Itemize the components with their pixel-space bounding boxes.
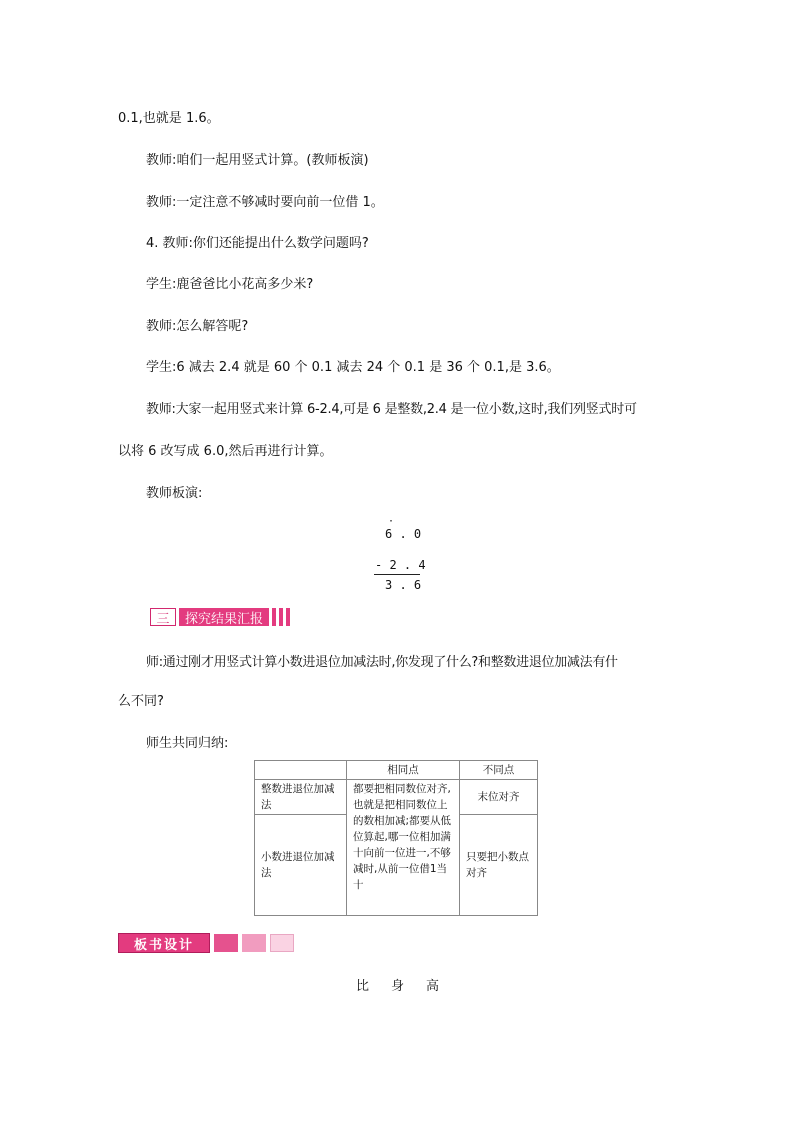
paragraph: 师生共同归纳: xyxy=(146,736,229,751)
paragraph: 教师:咱们一起用竖式计算。(教师板演) xyxy=(146,153,369,168)
paragraph: 么不同? xyxy=(118,694,164,709)
calc-row-subtrahend: - 2 . 4 xyxy=(375,558,426,572)
calc-row-result: 3 . 6 xyxy=(385,578,422,592)
board-title-char: 高 xyxy=(426,979,440,994)
board-title-char: 身 xyxy=(391,979,405,994)
paragraph: 教师:大家一起用竖式来计算 6-2.4,可是 6 是整数,2.4 是一位小数,这时,我们列竖式时可 xyxy=(146,402,637,417)
board-title-char: 比 xyxy=(356,979,370,994)
table-header-row xyxy=(255,761,538,780)
calc-row-minuend: 6 . 0 xyxy=(385,527,422,541)
paragraph: 0.1,也就是 1.6。 xyxy=(118,111,220,126)
paragraph: 教师板演: xyxy=(146,486,203,501)
table-row xyxy=(255,780,538,815)
paragraph: 学生:鹿爸爸比小花高多少米? xyxy=(146,277,314,292)
table-header-cell: 相同点 xyxy=(347,761,460,780)
section-stripe xyxy=(272,608,276,626)
section-header xyxy=(150,607,290,627)
paragraph: 4. 教师:你们还能提出什么数学问题吗? xyxy=(146,236,369,251)
comparison-table xyxy=(254,760,538,916)
paragraph: 教师:怎么解答呢? xyxy=(146,319,249,334)
table-diff-cell: 只要把小数点对齐 xyxy=(460,815,538,916)
section-title: 探究结果汇报 xyxy=(179,608,269,626)
table-same-cell: 都要把相同数位对齐,也就是把相同数位上的数相加减;都要从低位算起,哪一位相加满十向前一位进一,不够减时,从前一位借1当十 xyxy=(347,780,460,916)
decor-square xyxy=(242,934,266,952)
calc-divider xyxy=(374,574,420,575)
table-header-cell xyxy=(255,761,347,780)
decor-square xyxy=(214,934,238,952)
paragraph: 学生:6 减去 2.4 就是 60 个 0.1 减去 24 个 0.1 是 36 个 0.1,是 3.6。 xyxy=(146,360,560,375)
table-row-label: 小数进退位加减法 xyxy=(255,815,347,916)
table-diff-cell: 末位对齐 xyxy=(460,780,538,815)
paragraph: 以将 6 改写成 6.0,然后再进行计算。 xyxy=(118,444,333,459)
paragraph: 师:通过刚才用竖式计算小数进退位加减法时,你发现了什么?和整数进退位加减法有什 xyxy=(146,655,618,670)
table-row-label: 整数进退位加减法 xyxy=(255,780,347,815)
section-stripe xyxy=(279,608,283,626)
paragraph: 教师:一定注意不够减时要向前一位借 1。 xyxy=(146,195,384,210)
board-design-header xyxy=(118,932,294,954)
board-design-label: 板书设计 xyxy=(118,933,210,953)
table-header-cell: 不同点 xyxy=(460,761,538,780)
borrow-dot: · xyxy=(388,516,395,527)
decor-square xyxy=(270,934,294,952)
section-stripe xyxy=(286,608,290,626)
section-number: 三 xyxy=(150,608,176,626)
